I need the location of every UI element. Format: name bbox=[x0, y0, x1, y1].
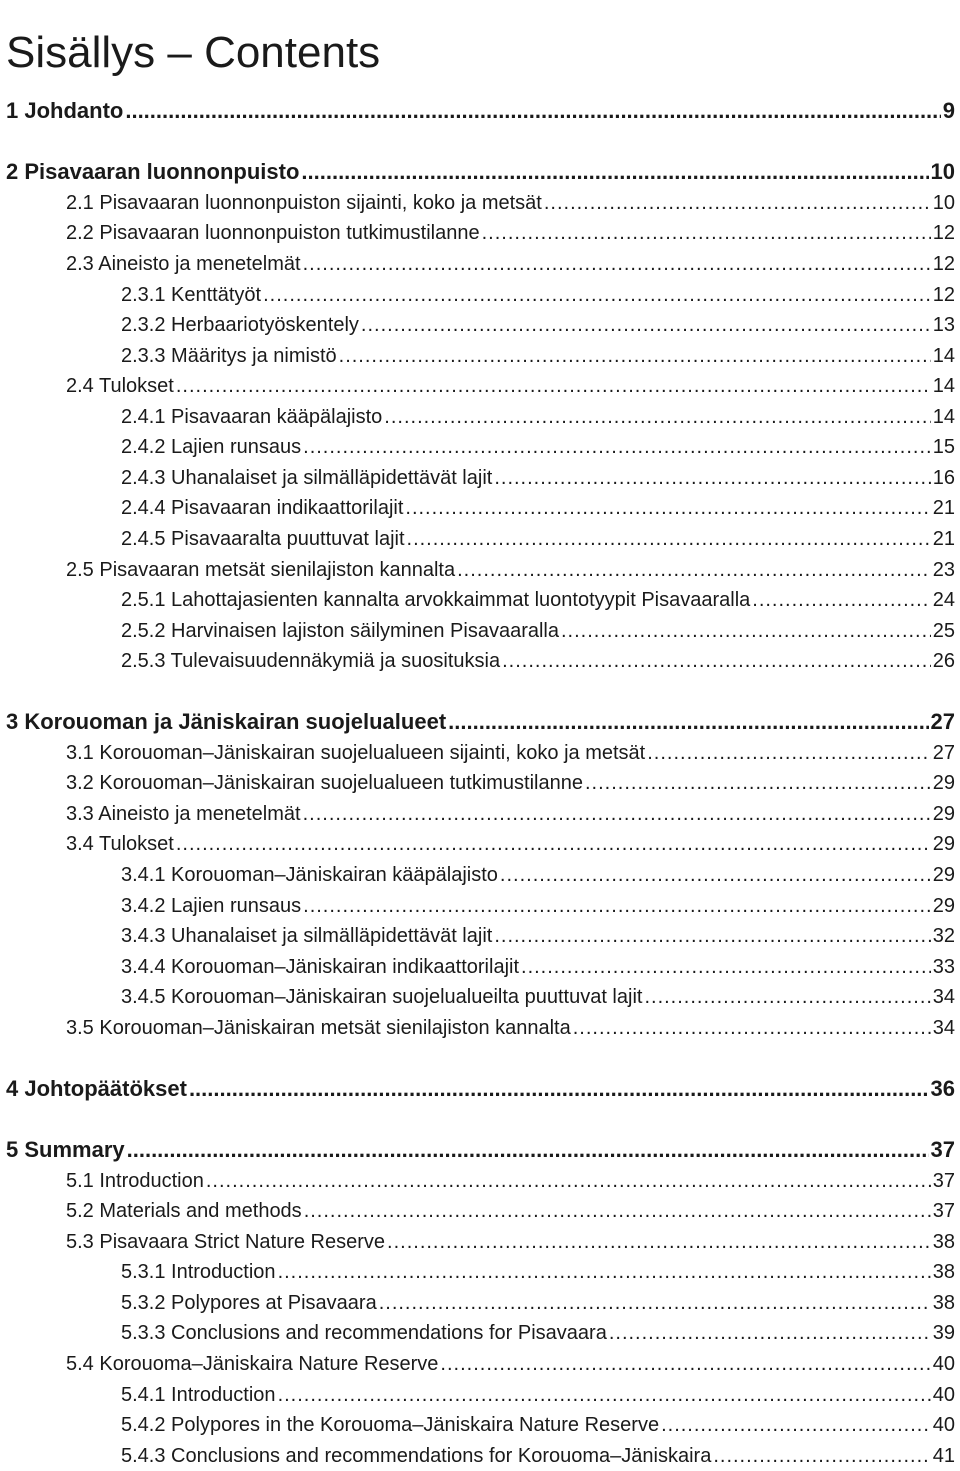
dot-leader bbox=[304, 1196, 931, 1226]
toc-entry-label: 3.5 Korouoman–Jäniskairan metsät sienilajiston kannalta bbox=[66, 1017, 571, 1039]
toc-entry-page-number: 12 bbox=[932, 284, 955, 306]
toc-entry-page-number: 36 bbox=[930, 1076, 955, 1101]
dot-leader bbox=[384, 402, 930, 432]
dot-leader bbox=[278, 1380, 931, 1410]
toc-entry-label: 5 Summary bbox=[6, 1137, 125, 1162]
toc-entry-page-number: 21 bbox=[932, 497, 955, 519]
toc-entry-page-number: 12 bbox=[932, 253, 955, 275]
toc-entry-label: 3 Korouoman ja Jäniskairan suojelualueet bbox=[6, 709, 447, 734]
toc-entry-label: 5.4 Korouoma–Jäniskaira Nature Reserve bbox=[66, 1353, 439, 1375]
toc-entry-page-number: 40 bbox=[932, 1353, 955, 1375]
toc-entry-page-number: 14 bbox=[932, 375, 955, 397]
toc-entry-page-number: 10 bbox=[930, 159, 955, 184]
toc-entry-page-number: 38 bbox=[932, 1292, 955, 1314]
toc-entry[interactable] bbox=[121, 1441, 955, 1471]
toc-entry-label: 2.3.3 Määritys ja nimistö bbox=[121, 345, 337, 367]
dot-leader bbox=[752, 585, 930, 615]
dot-leader bbox=[502, 646, 931, 676]
toc-entry[interactable] bbox=[66, 1227, 955, 1257]
toc-entry-label: 5.1 Introduction bbox=[66, 1170, 204, 1192]
toc-entry-label: 2.4 Tulokset bbox=[66, 375, 174, 397]
toc-entry[interactable] bbox=[6, 96, 955, 126]
toc-entry-label: 2.5.2 Harvinaisen lajiston säilyminen Pisavaaralla bbox=[121, 620, 559, 642]
toc-entry-page-number: 32 bbox=[932, 925, 955, 947]
toc-entry-page-number: 41 bbox=[932, 1445, 955, 1467]
toc-entry[interactable] bbox=[66, 738, 955, 768]
dot-leader bbox=[500, 860, 931, 890]
toc-entry-label: 5.4.2 Polypores in the Korouoma–Jäniskaira Nature Reserve bbox=[121, 1414, 660, 1436]
toc-entry-page-number: 37 bbox=[930, 1137, 955, 1162]
dot-leader bbox=[521, 952, 931, 982]
toc-entry-label: 1 Johdanto bbox=[6, 98, 124, 123]
toc-entry[interactable] bbox=[121, 1288, 955, 1318]
toc-entry[interactable] bbox=[121, 1257, 955, 1287]
toc-entry-page-number: 29 bbox=[932, 772, 955, 794]
toc-entry[interactable] bbox=[121, 891, 955, 921]
toc-entry-page-number: 29 bbox=[932, 833, 955, 855]
toc-entry-page-number: 15 bbox=[932, 436, 955, 458]
dot-leader bbox=[713, 1441, 930, 1471]
toc-entry-label: 5.4.1 Introduction bbox=[121, 1384, 276, 1406]
toc-entry-label: 2.4.1 Pisavaaran kääpälajisto bbox=[121, 406, 383, 428]
toc-entry-page-number: 27 bbox=[930, 709, 955, 734]
toc-entry-page-number: 14 bbox=[932, 345, 955, 367]
dot-leader bbox=[303, 432, 931, 462]
toc-entry[interactable] bbox=[121, 952, 955, 982]
dot-leader bbox=[278, 1257, 931, 1287]
toc-entry[interactable] bbox=[121, 616, 955, 646]
toc-entry-page-number: 27 bbox=[932, 742, 955, 764]
toc-entry-page-number: 25 bbox=[932, 620, 955, 642]
toc-entry-label: 2.5.1 Lahottajasienten kannalta arvokkaimmat luontotyypit Pisavaaralla bbox=[121, 589, 751, 611]
toc-entry-label: 5.3.3 Conclusions and recommendations for Pisavaara bbox=[121, 1322, 607, 1344]
toc-entry-page-number: 13 bbox=[932, 314, 955, 336]
dot-leader bbox=[301, 157, 928, 187]
toc-entry-label: 2.4.2 Lajien runsaus bbox=[121, 436, 302, 458]
toc-entry-page-number: 39 bbox=[932, 1322, 955, 1344]
dot-leader bbox=[457, 555, 931, 585]
toc-entry-label: 2 Pisavaaran luonnonpuisto bbox=[6, 159, 300, 184]
toc-entry-page-number: 29 bbox=[932, 803, 955, 825]
toc-entry-page-number: 12 bbox=[932, 222, 955, 244]
toc-entry-page-number: 34 bbox=[932, 986, 955, 1008]
dot-leader bbox=[189, 1074, 929, 1104]
dot-leader bbox=[379, 1288, 931, 1318]
toc-entry[interactable] bbox=[121, 310, 955, 340]
toc-entry-page-number: 14 bbox=[932, 406, 955, 428]
dot-leader bbox=[303, 891, 931, 921]
dot-leader bbox=[407, 524, 931, 554]
toc-entry-page-number: 10 bbox=[932, 192, 955, 214]
dot-leader bbox=[561, 616, 931, 646]
dot-leader bbox=[125, 96, 940, 126]
toc-entry[interactable] bbox=[66, 799, 955, 829]
toc-entry[interactable] bbox=[121, 646, 955, 676]
toc-entry-page-number: 24 bbox=[932, 589, 955, 611]
toc-entry-page-number: 9 bbox=[942, 98, 955, 123]
dot-leader bbox=[176, 371, 931, 401]
toc-entry[interactable] bbox=[6, 1074, 955, 1104]
toc-entry-label: 3.1 Korouoman–Jäniskairan suojelualueen sijainti, koko ja metsät bbox=[66, 742, 646, 764]
toc-entry-page-number: 38 bbox=[932, 1261, 955, 1283]
toc-entry[interactable] bbox=[121, 341, 955, 371]
toc-entry[interactable] bbox=[121, 1410, 955, 1440]
toc-entry-page-number: 23 bbox=[932, 559, 955, 581]
toc-entry-page-number: 34 bbox=[932, 1017, 955, 1039]
toc-entry[interactable] bbox=[121, 860, 955, 890]
toc-entry[interactable] bbox=[66, 1196, 955, 1226]
dot-leader bbox=[361, 310, 931, 340]
dot-leader bbox=[127, 1135, 929, 1165]
toc-entry-label: 2.5 Pisavaaran metsät sienilajiston kannalta bbox=[66, 559, 456, 581]
toc-entry[interactable] bbox=[6, 157, 955, 187]
dot-leader bbox=[585, 768, 931, 798]
toc-entry[interactable] bbox=[66, 371, 955, 401]
toc-entry[interactable] bbox=[66, 1013, 955, 1043]
toc-entry-page-number: 16 bbox=[932, 467, 955, 489]
toc-entry[interactable] bbox=[6, 707, 955, 737]
toc-entry-label: 5.4.3 Conclusions and recommendations for Korouoma–Jäniskaira bbox=[121, 1445, 712, 1467]
dot-leader bbox=[482, 218, 931, 248]
toc-entry-label: 5.3.1 Introduction bbox=[121, 1261, 276, 1283]
toc-entry-label: 3.4 Tulokset bbox=[66, 833, 174, 855]
toc-entry-label: 3.4.1 Korouoman–Jäniskairan kääpälajisto bbox=[121, 864, 498, 886]
toc-entry-page-number: 29 bbox=[932, 864, 955, 886]
dot-leader bbox=[448, 707, 928, 737]
toc-entry-label: 2.4.4 Pisavaaran indikaattorilajit bbox=[121, 497, 404, 519]
dot-leader bbox=[303, 249, 931, 279]
dot-leader bbox=[440, 1349, 930, 1379]
toc-entry-label: 2.3 Aineisto ja menetelmät bbox=[66, 253, 301, 275]
toc-entry[interactable] bbox=[121, 493, 955, 523]
toc-entry-label: 3.2 Korouoman–Jäniskairan suojelualueen tutkimustilanne bbox=[66, 772, 583, 794]
toc-entry[interactable] bbox=[66, 1166, 955, 1196]
toc-entry-label: 5.3.2 Polypores at Pisavaara bbox=[121, 1292, 377, 1314]
dot-leader bbox=[544, 188, 931, 218]
dot-leader bbox=[661, 1410, 931, 1440]
toc-entry[interactable] bbox=[121, 921, 955, 951]
dot-leader bbox=[494, 463, 930, 493]
toc-entry-label: 2.3.2 Herbaariotyöskentely bbox=[121, 314, 359, 336]
toc-entry-label: 3.3 Aineisto ja menetelmät bbox=[66, 803, 301, 825]
toc-entry[interactable] bbox=[66, 829, 955, 859]
toc-entry-label: 3.4.2 Lajien runsaus bbox=[121, 895, 302, 917]
toc-entry-label: 2.3.1 Kenttätyöt bbox=[121, 284, 262, 306]
toc-entry-page-number: 37 bbox=[932, 1200, 955, 1222]
dot-leader bbox=[339, 341, 931, 371]
toc-entry[interactable] bbox=[121, 524, 955, 554]
dot-leader bbox=[176, 829, 931, 859]
toc-entry[interactable] bbox=[121, 432, 955, 462]
toc-entry-page-number: 40 bbox=[932, 1384, 955, 1406]
toc-entry-label: 3.4.4 Korouoman–Jäniskairan indikaattorilajit bbox=[121, 956, 520, 978]
toc-entry[interactable] bbox=[121, 982, 955, 1012]
toc-entry[interactable] bbox=[121, 402, 955, 432]
toc-entry-label: 3.4.3 Uhanalaiset ja silmälläpidettävät lajit bbox=[121, 925, 493, 947]
toc-entry[interactable] bbox=[121, 585, 955, 615]
toc-entry[interactable] bbox=[66, 555, 955, 585]
toc-entry-label: 2.4.3 Uhanalaiset ja silmälläpidettävät lajit bbox=[121, 467, 493, 489]
page-title: Sisällys – Contents bbox=[6, 28, 381, 78]
toc-entry[interactable] bbox=[121, 463, 955, 493]
toc-entry-page-number: 38 bbox=[932, 1231, 955, 1253]
dot-leader bbox=[263, 280, 931, 310]
dot-leader bbox=[644, 982, 930, 1012]
dot-leader bbox=[206, 1166, 931, 1196]
dot-leader bbox=[405, 493, 930, 523]
toc-entry-page-number: 21 bbox=[932, 528, 955, 550]
toc-entry-label: 3.4.5 Korouoman–Jäniskairan suojelualueilta puuttuvat lajit bbox=[121, 986, 643, 1008]
toc-entry-label: 2.4.5 Pisavaaralta puuttuvat lajit bbox=[121, 528, 405, 550]
toc-entry[interactable] bbox=[121, 1380, 955, 1410]
toc-entry-page-number: 26 bbox=[932, 650, 955, 672]
toc-entry-label: 2.2 Pisavaaran luonnonpuiston tutkimustilanne bbox=[66, 222, 480, 244]
toc-entry-label: 2.5.3 Tulevaisuudennäkymiä ja suosituksia bbox=[121, 650, 501, 672]
toc-entry-page-number: 29 bbox=[932, 895, 955, 917]
toc-entry-page-number: 37 bbox=[932, 1170, 955, 1192]
dot-leader bbox=[303, 799, 931, 829]
toc-entry[interactable] bbox=[66, 218, 955, 248]
toc-entry[interactable] bbox=[6, 1135, 955, 1165]
dot-leader bbox=[647, 738, 931, 768]
dot-leader bbox=[494, 921, 930, 951]
toc-entry-label: 2.1 Pisavaaran luonnonpuiston sijainti, koko ja metsät bbox=[66, 192, 542, 214]
toc-entry-page-number: 33 bbox=[932, 956, 955, 978]
toc-entry[interactable] bbox=[66, 188, 955, 218]
toc-entry[interactable] bbox=[121, 1318, 955, 1348]
dot-leader bbox=[573, 1013, 931, 1043]
toc-entry[interactable] bbox=[66, 768, 955, 798]
toc-entry-page-number: 40 bbox=[932, 1414, 955, 1436]
toc-entry[interactable] bbox=[66, 1349, 955, 1379]
dot-leader bbox=[387, 1227, 931, 1257]
toc-entry-label: 5.2 Materials and methods bbox=[66, 1200, 302, 1222]
toc-entry-label: 5.3 Pisavaara Strict Nature Reserve bbox=[66, 1231, 386, 1253]
dot-leader bbox=[609, 1318, 931, 1348]
toc-entry[interactable] bbox=[121, 280, 955, 310]
toc-entry-label: 4 Johtopäätökset bbox=[6, 1076, 187, 1101]
toc-entry[interactable] bbox=[66, 249, 955, 279]
